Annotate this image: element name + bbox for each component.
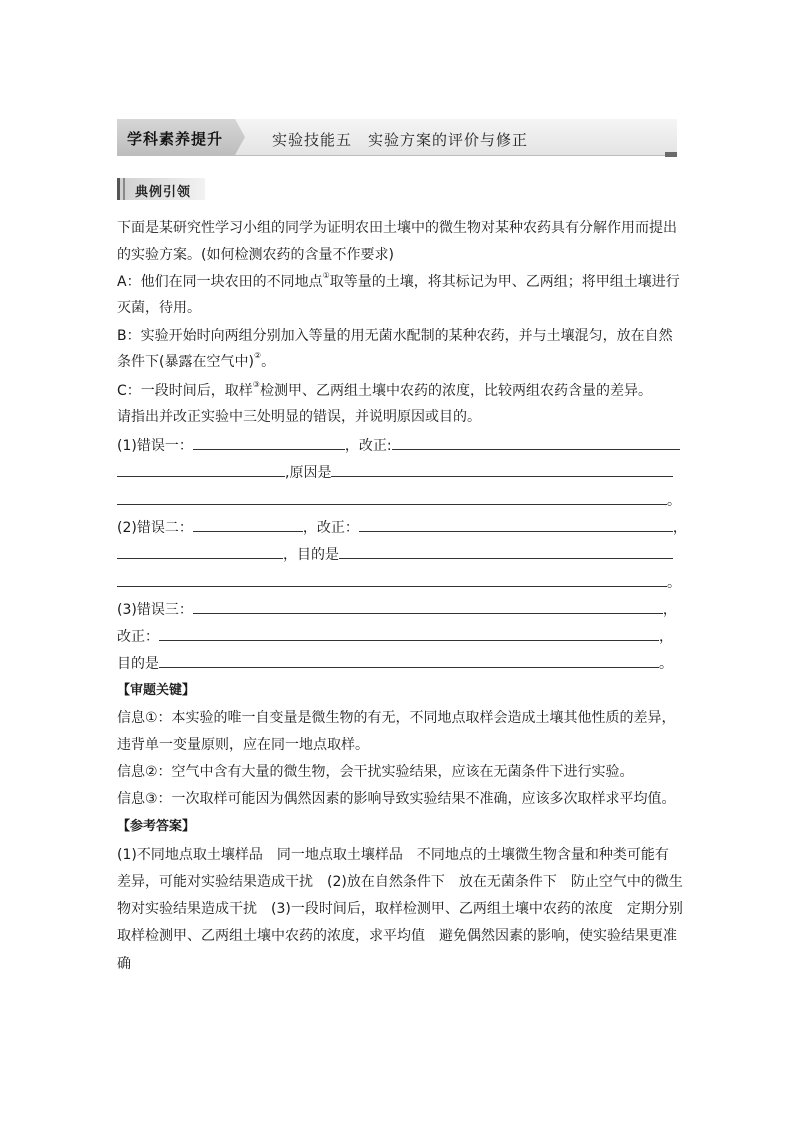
info-marker-2: ② [253, 351, 262, 360]
step-a-text-pre: A：他们在同一块农田的不同地点 [117, 274, 323, 290]
step-b-text: 条件下(暴露在空气中) [117, 354, 254, 370]
error-3-line-1 [117, 599, 677, 620]
info-1-line-1: 信息①：本实验的唯一自变量是微生物的有无，不同地点取样会造成土壤其他性质的差异， [117, 710, 676, 726]
section-label: 典例引领 [135, 185, 192, 200]
step-a-line-2: 灭菌，待用。 [117, 300, 201, 316]
error-3-line-3 [117, 653, 673, 674]
banner-tab-label: 学科素养提升 [127, 130, 224, 148]
step-b-end: 。 [261, 354, 276, 370]
answer-title: 【参考答案】 [117, 819, 196, 834]
error-2-end: 。 [667, 575, 681, 591]
info-2: 信息②：空气中含有大量的微生物，会干扰实验结果，应该在无菌条件下进行实验。 [117, 764, 634, 780]
error-1-label: (1)错误一： [117, 438, 193, 454]
answer-line-3: 物对实验结果造成干扰 (3)一段时间后，取样检测甲、乙两组土壤中农药的浓度 定期分别 [117, 901, 683, 917]
error-3-purpose-label: 目的是 [117, 656, 159, 672]
step-b-line-2 [117, 352, 275, 372]
error-1-line-2 [117, 462, 673, 483]
step-b-line-1: B：实验开始时向两组分别加入等量的用无菌水配制的某种农药，并与土壤混匀，放在自然 [117, 328, 673, 344]
answer-line-1: (1)不同地点取土壤样品 同一地点取土壤样品 不同地点的土壤微生物含量和种类可能有 [117, 847, 669, 863]
error-2-purpose-label: ，目的是 [283, 547, 339, 563]
question-text: 请指出并改正实验中三处明显的错误，并说明原因或目的。 [117, 409, 481, 425]
error-1-reason-label: ,原因是 [285, 465, 332, 481]
error-2-purpose-blank[interactable] [339, 544, 673, 559]
error-2-comma: ， [672, 520, 687, 536]
error-2-line-3 [117, 572, 681, 593]
banner-divider [117, 155, 667, 156]
error-3-comma: ， [662, 602, 677, 618]
error-1-line-3 [117, 490, 681, 511]
error-2-purpose-blank-cont[interactable] [117, 572, 667, 587]
answer-line-4: 取样检测甲、乙两组土壤中农药的浓度，求平均值 避免偶然因素的影响，使实验结果更准 [117, 928, 677, 944]
error-1-line-1 [117, 435, 680, 456]
error-2-fix-blank[interactable] [359, 517, 673, 532]
error-1-fix-blank[interactable] [392, 435, 680, 450]
answer-line-5: 确 [117, 956, 131, 972]
error-3-comma-2: ， [659, 629, 673, 645]
error-2-line-1 [117, 517, 687, 538]
error-1-fix-label: ，改正: [344, 438, 392, 454]
step-c-text-pre: C：一段时间后，取样 [117, 383, 253, 399]
info-1-line-2: 违背单一变量原则，应在同一地点取样。 [117, 737, 369, 753]
page-title: 实验技能五 实验方案的评价与修正 [272, 131, 529, 149]
step-a-line-1 [117, 272, 680, 292]
error-1-reason-blank-cont[interactable] [117, 490, 667, 505]
tag-bar-light [123, 178, 125, 200]
error-1-blank[interactable] [193, 435, 345, 450]
answer-line-2: 差异，可能对实验结果造成干扰 (2)放在自然条件下 放在无菌条件下 防止空气中的微生 [117, 874, 683, 890]
intro-line-1: 下面是某研究性学习小组的同学为证明农田土壤中的微生物对某种农药具有分解作用而提出 [117, 220, 677, 236]
error-2-fix-label: ，改正： [302, 520, 359, 536]
error-2-fix-blank-cont[interactable] [117, 544, 283, 559]
info-marker-1: ① [322, 271, 330, 280]
error-3-end: 。 [659, 656, 673, 672]
error-3-line-2 [117, 626, 673, 647]
error-3-label: (3)错误三： [117, 602, 193, 618]
section-banner [117, 117, 677, 157]
error-1-end: 。 [667, 493, 681, 509]
banner-end-mark [665, 152, 677, 157]
error-3-purpose-blank[interactable] [159, 653, 659, 668]
error-2-label: (2)错误二： [117, 520, 193, 536]
tag-bar-dark [117, 178, 120, 200]
error-3-fix-label: 改正： [117, 629, 159, 645]
error-1-fix-blank-cont[interactable] [117, 462, 285, 477]
error-1-reason-blank[interactable] [331, 462, 673, 477]
analysis-title: 【审题关键】 [117, 683, 196, 698]
error-3-blank[interactable] [193, 599, 663, 614]
step-c-text-post: 检测甲、乙两组土壤中农药的浓度，比较两组农药含量的差异。 [259, 383, 652, 399]
step-c-line [117, 381, 652, 401]
error-2-blank[interactable] [193, 517, 303, 532]
info-marker-3: ③ [252, 380, 260, 389]
error-2-line-2 [117, 544, 673, 565]
intro-line-2: 的实验方案。(如何检测农药的含量不作要求) [117, 247, 394, 263]
info-3: 信息③：一次取样可能因为偶然因素的影响导致实验结果不准确，应该多次取样求平均值。 [117, 791, 676, 807]
section-tag [117, 178, 205, 200]
error-3-fix-blank[interactable] [159, 626, 659, 641]
step-a-text-post: 取等量的土壤，将其标记为甲、乙两组；将甲组土壤进行 [329, 274, 680, 290]
